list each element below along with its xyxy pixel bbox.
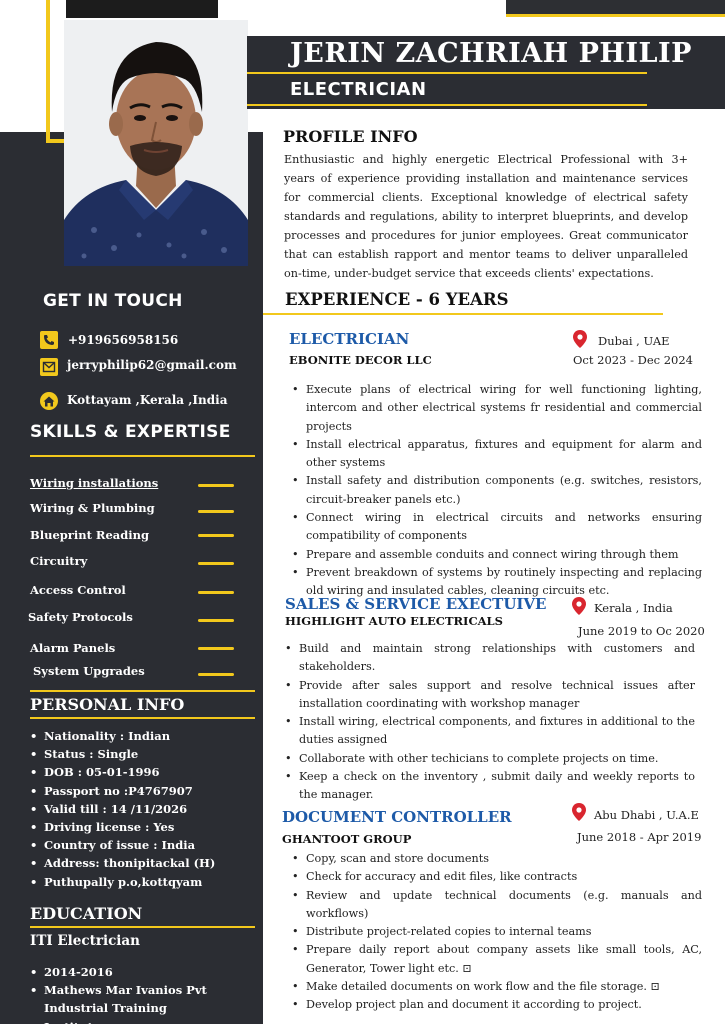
job-location: Kerala , India (594, 601, 673, 615)
skill-item: Alarm Panels (30, 641, 116, 655)
personal-info-underline (30, 717, 255, 719)
profile-summary: Enthusiastic and highly energetic Electrical Professional with 3+ years of experience providing installation and maintenance services for commercial clients. Exceptional knowledge of electrical safety standards and regulations, ability to interpret blueprints, and develop processes and procedures for junior employees. Great communicator that can establish rapport and mentor teams to deliver unparalleled on-time, under-budget service that exceeds clients' expectations. (284, 153, 688, 280)
list-item: • Nationality : Indian (30, 727, 255, 745)
home-icon (40, 392, 58, 410)
job-title: ELECTRICIAN (289, 330, 410, 348)
job-title: DOCUMENT CONTROLLER (282, 808, 512, 826)
job-duties-list (283, 640, 695, 805)
list-item: • Connect wiring in electrical circuits and networks ensuring compatibility of components (290, 509, 702, 546)
job-title: SALES & SERVICE EXECTUIVE (285, 595, 547, 613)
list-item: • Build and maintain strong relationships with customers and stakeholders. (283, 640, 695, 677)
job-company: GHANTOOT GROUP (282, 832, 412, 846)
person-portrait-icon (64, 20, 248, 266)
skill-item: Access Control (30, 583, 126, 597)
list-item: • Puthupally p.o,kottqyam (30, 873, 255, 891)
list-item: • Review and update technical documents (e.g. manuals and workflows) (290, 887, 702, 924)
profile-photo (64, 20, 248, 266)
decor-top-right-gold-line (506, 14, 725, 17)
list-item: • 2014-2016 (30, 963, 220, 981)
list-item: • Copy, scan and store documents (290, 850, 702, 868)
job-location: Abu Dhabi , U.A.E (594, 808, 699, 822)
skill-item: System Upgrades (33, 664, 145, 678)
skills-bottom-rule (30, 690, 255, 692)
contact-address: Kottayam ,Kerala ,India (67, 393, 228, 407)
job-company: HIGHLIGHT AUTO ELECTRICALS (285, 614, 503, 628)
skill-item: Safety Protocols (28, 610, 133, 624)
list-item: • Prepare daily report about company assets like small tools, AC, Generator, Tower light etc. ⊡ (290, 941, 702, 978)
skill-item: Wiring & Plumbing (30, 501, 155, 515)
decor-top-right-bar (506, 0, 725, 14)
banner-gold-line-bottom (247, 104, 647, 106)
education-underline (30, 926, 255, 928)
skills-heading: SKILLS & EXPERTISE (30, 422, 231, 442)
list-item: • Valid till : 14 /11/2026 (30, 800, 255, 818)
education-heading: EDUCATION (30, 904, 143, 923)
job-dates: Oct 2023 - Dec 2024 (573, 353, 693, 367)
list-item: • Collaborate with other techicians to complete projects on time. (283, 750, 695, 768)
job-dates: June 2018 - Apr 2019 (577, 830, 702, 844)
experience-heading: EXPERIENCE - 6 YEARS (285, 290, 509, 309)
skill-item: Blueprint Reading (30, 528, 150, 542)
personal-info-list (30, 727, 255, 891)
list-item: • Make detailed documents on work flow and the file storage. ⊡ (290, 978, 702, 996)
banner-gold-line (247, 72, 647, 74)
personal-info-heading: PERSONAL INFO (30, 695, 185, 714)
list-item: • Prevent breakdown of systems by routinely inspecting and replacing old wiring and insulated cables, cleaning circuits etc. (290, 564, 702, 601)
list-item: • DOB : 05-01-1996 (30, 763, 255, 781)
job-duties-list (290, 381, 702, 601)
list-item: • Check for accuracy and edit files, like contracts (290, 868, 702, 886)
list-item: • Install wiring, electrical components, and fixtures in additional to the duties assigned (283, 713, 695, 750)
list-item: • Develop project plan and document it according to project. (290, 996, 702, 1014)
contact-heading: GET IN TOUCH (43, 291, 183, 311)
skill-bar (198, 510, 234, 513)
candidate-name: JERIN ZACHRIAH PHILIP (290, 38, 692, 69)
list-item: • Execute plans of electrical wiring for well functioning lighting, intercom and other electrical systems fr residential and commercial projects (290, 381, 702, 436)
contact-phone[interactable]: +919656958156 (68, 333, 179, 347)
location-pin-icon (572, 803, 586, 821)
list-item: • Driving license : Yes (30, 818, 255, 836)
list-item: • Install electrical apparatus, fixtures and equipment for alarm and other systems (290, 436, 702, 473)
job-duties-list (290, 850, 702, 1015)
skill-bar (198, 534, 234, 537)
skill-bar (198, 591, 234, 594)
email-icon (40, 358, 58, 376)
education-course: ITI Electrician (30, 933, 140, 949)
skill-bar (198, 484, 234, 487)
education-list (30, 963, 220, 1036)
job-dates: June 2019 to Oc 2020 (578, 624, 705, 638)
skill-bar (198, 562, 234, 565)
candidate-role: ELECTRICIAN (290, 79, 427, 100)
list-item: • Provide after sales support and resolve technical issues after installation coordinating with workshop manager (283, 677, 695, 714)
list-item: • Status : Single (30, 745, 255, 763)
skill-bar (198, 673, 234, 676)
location-pin-icon (573, 330, 587, 348)
profile-heading: PROFILE INFO (283, 127, 418, 146)
list-item: • Address: thonipitackal (H) (30, 854, 255, 872)
experience-underline (263, 313, 663, 315)
list-item: • Country of issue : India (30, 836, 255, 854)
contact-email[interactable]: jerryphilip62@gmail.com (67, 358, 237, 372)
list-item: • Mathews Mar Ivanios Pvt Industrial Training Institute (30, 981, 220, 1036)
list-item: • Distribute project-related copies to internal teams (290, 923, 702, 941)
list-item: • Install safety and distribution components (e.g. switches, resistors, circuit-breaker panels etc.) (290, 472, 702, 509)
job-location: Dubai , UAE (598, 334, 670, 348)
skills-underline (30, 455, 255, 457)
skill-bar (198, 647, 234, 650)
skill-bar (198, 619, 234, 622)
list-item: • Keep a check on the inventory , submit daily and weekly reports to the manager. (283, 768, 695, 805)
job-company: EBONITE DECOR LLC (289, 353, 432, 367)
list-item: • Passport no :P4767907 (30, 782, 255, 800)
list-item: • Prepare and assemble conduits and connect wiring through them (290, 546, 702, 564)
skill-item: Wiring installations (30, 476, 159, 490)
phone-icon (40, 331, 58, 349)
skill-item: Circuitry (30, 554, 88, 568)
location-pin-icon (572, 597, 586, 615)
